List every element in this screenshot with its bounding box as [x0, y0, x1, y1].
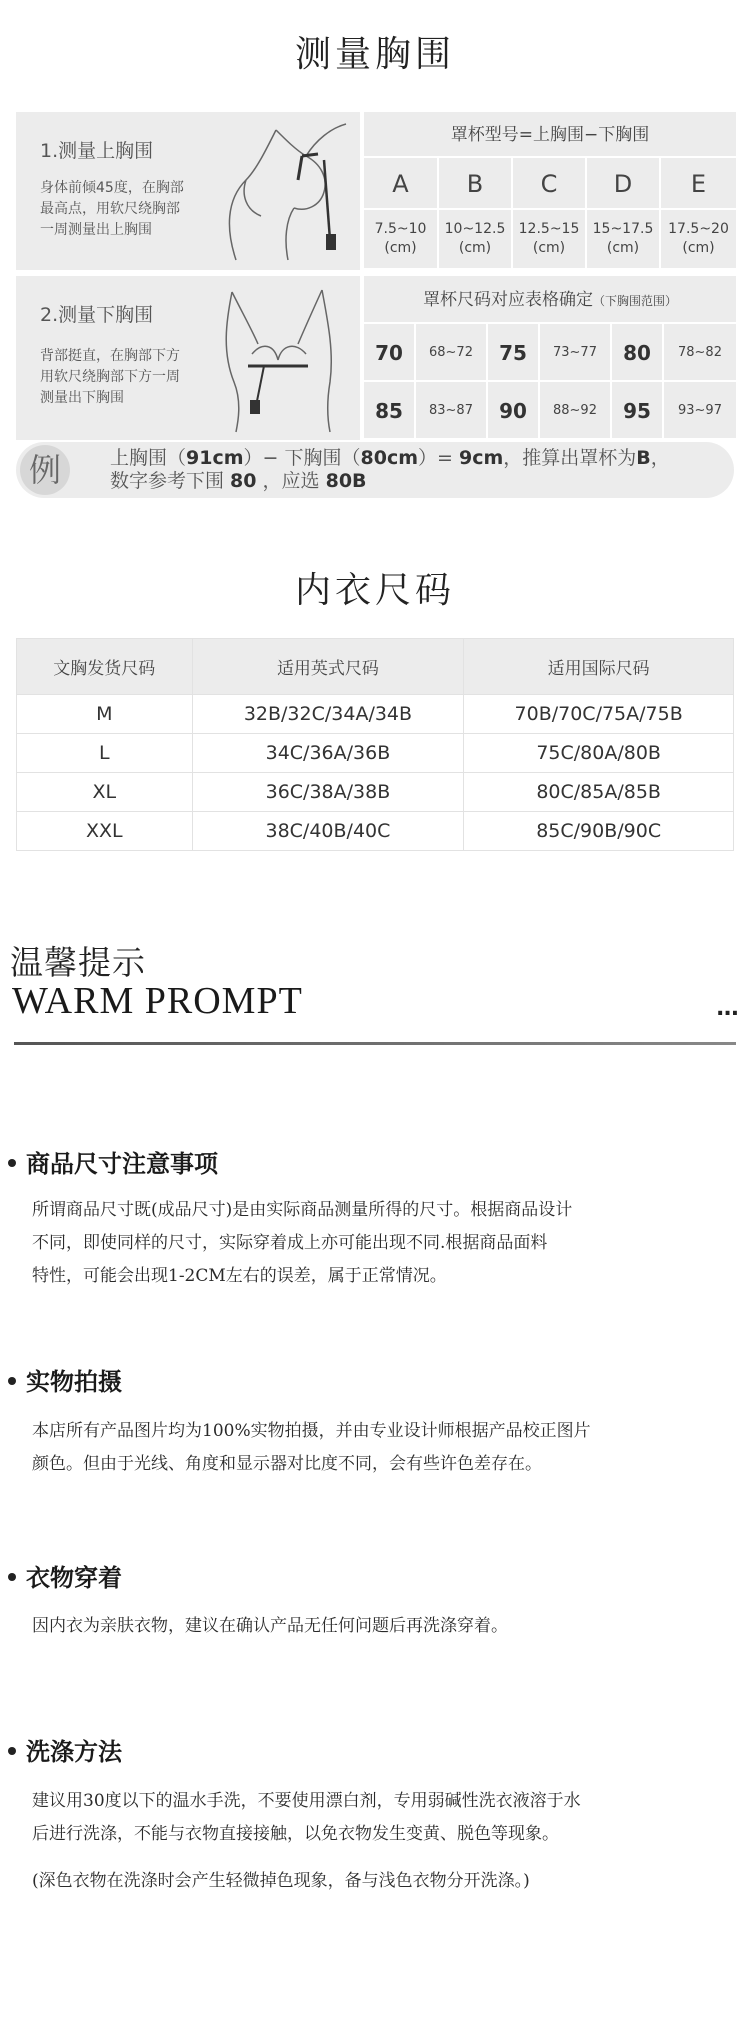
cup-range: 17.5~20 (cm): [661, 210, 736, 270]
band-size: 85: [364, 382, 416, 440]
table-row: [17, 773, 734, 812]
step2-title: 2.测量下胸围: [40, 304, 154, 326]
table-cell: L: [17, 734, 193, 773]
note-body: 因内衣为亲肤衣物，建议在确认产品无任何问题后再洗涤穿着。: [32, 1616, 508, 1636]
band-range: 68~72: [416, 324, 488, 382]
bullet-icon: [8, 1573, 16, 1581]
note-title: 实物拍摄: [8, 1362, 122, 1397]
band-size-header: 罩杯尺码对应表格确定（下胸围范围）: [364, 276, 736, 324]
table-cell: 36C/38A/38B: [192, 773, 464, 812]
table-row: [17, 812, 734, 851]
band-size: 80: [612, 324, 664, 382]
band-range: 83~87: [416, 382, 488, 440]
cup-type-header: 罩杯型号=上胸围−下胸围: [364, 112, 736, 158]
table-cell: 75C/80A/80B: [464, 734, 734, 773]
table-cell: 34C/36A/36B: [192, 734, 464, 773]
table-cell: M: [17, 695, 193, 734]
step2-panel: [16, 276, 360, 440]
note-body: 所谓商品尺寸既(成品尺寸)是由实际商品测量所得的尺寸。根据商品设计 不同，即使同样的尺寸，实际穿着成上亦可能出现不同.根据商品面料 特性，可能会出现1-2CM左右的误差，属于正常情况。: [32, 1200, 573, 1286]
measure-title: 测量胸围: [294, 34, 455, 75]
table-row: [17, 695, 734, 734]
note-title: 衣物穿着: [8, 1558, 122, 1593]
band-range: 73~77: [540, 324, 612, 382]
note-title: 商品尺寸注意事项: [8, 1144, 218, 1179]
band-size: 70: [364, 324, 416, 382]
example-text: 上胸围（91cm）− 下胸围（80cm）= 9cm，推算出罩杯为B， 数字参考下围 80 ，应选 80B: [110, 447, 670, 492]
warm-prompt-title-en: WARM PROMPT: [12, 980, 303, 1022]
step1-title: 1.测量上胸围: [40, 140, 154, 162]
column-header: 适用英式尺码: [192, 639, 464, 695]
upper-bust-figure-illustration: [206, 120, 356, 266]
table-cell: 32B/32C/34A/34B: [192, 695, 464, 734]
example-banner: [16, 442, 734, 498]
step2-desc: 背部挺直，在胸部下方 用软尺绕胸部下方一周 测量出下胸围: [40, 348, 180, 406]
table-cell: XL: [17, 773, 193, 812]
size-title: 内衣尺码: [294, 570, 455, 611]
column-header: 文胸发货尺码: [17, 639, 193, 695]
example-badge: 例: [20, 445, 70, 495]
cup-type-table: [364, 112, 736, 270]
table-cell: 70B/70C/75A/75B: [464, 695, 734, 734]
cup-range: 10~12.5 (cm): [439, 210, 513, 270]
cup-range: 7.5~10 (cm): [364, 210, 439, 270]
bullet-icon: [8, 1159, 16, 1167]
cup-letter: A: [364, 158, 439, 210]
note-title: 洗涤方法: [8, 1732, 122, 1767]
band-range: 78~82: [664, 324, 736, 382]
step1-desc: 身体前倾45度，在胸部 最高点，用软尺绕胸部 一周测量出上胸围: [40, 180, 184, 238]
table-cell: 85C/90B/90C: [464, 812, 734, 851]
cup-letter: D: [587, 158, 661, 210]
warm-prompt-title-cn: 温馨提示: [10, 943, 146, 982]
band-range: 88~92: [540, 382, 612, 440]
table-cell: XXL: [17, 812, 193, 851]
note-body: 建议用30度以下的温水手洗，不要使用漂白剂，专用弱碱性洗衣液溶于水 后进行洗涤，不能与衣物直接接触，以免衣物发生变黄、脱色等现象。 (深色衣物在洗涤时会产生轻微掉色现象，备与浅色衣物分开洗涤。): [32, 1791, 581, 1891]
band-range: 93~97: [664, 382, 736, 440]
size-chart-table: [16, 638, 734, 851]
band-size: 75: [488, 324, 540, 382]
cup-range: 12.5~15 (cm): [513, 210, 587, 270]
ellipsis-icon: ...: [716, 996, 739, 1021]
table-row: [17, 734, 734, 773]
table-cell: 38C/40B/40C: [192, 812, 464, 851]
cup-letter: B: [439, 158, 513, 210]
cup-range: 15~17.5 (cm): [587, 210, 661, 270]
divider: [14, 1042, 736, 1045]
cup-letter: C: [513, 158, 587, 210]
bullet-icon: [8, 1747, 16, 1755]
table-header-row: [17, 639, 734, 695]
under-bust-figure-illustration: [212, 282, 356, 434]
step1-panel: [16, 112, 360, 270]
note-body: 本店所有产品图片均为100%实物拍摄，并由专业设计师根据产品校正图片 颜色。但由于光线、角度和显示器对比度不同，会有些许色差存在。: [32, 1421, 591, 1474]
table-cell: 80C/85A/85B: [464, 773, 734, 812]
bullet-icon: [8, 1377, 16, 1385]
band-size: 90: [488, 382, 540, 440]
column-header: 适用国际尺码: [464, 639, 734, 695]
cup-letter: E: [661, 158, 736, 210]
band-size: 95: [612, 382, 664, 440]
